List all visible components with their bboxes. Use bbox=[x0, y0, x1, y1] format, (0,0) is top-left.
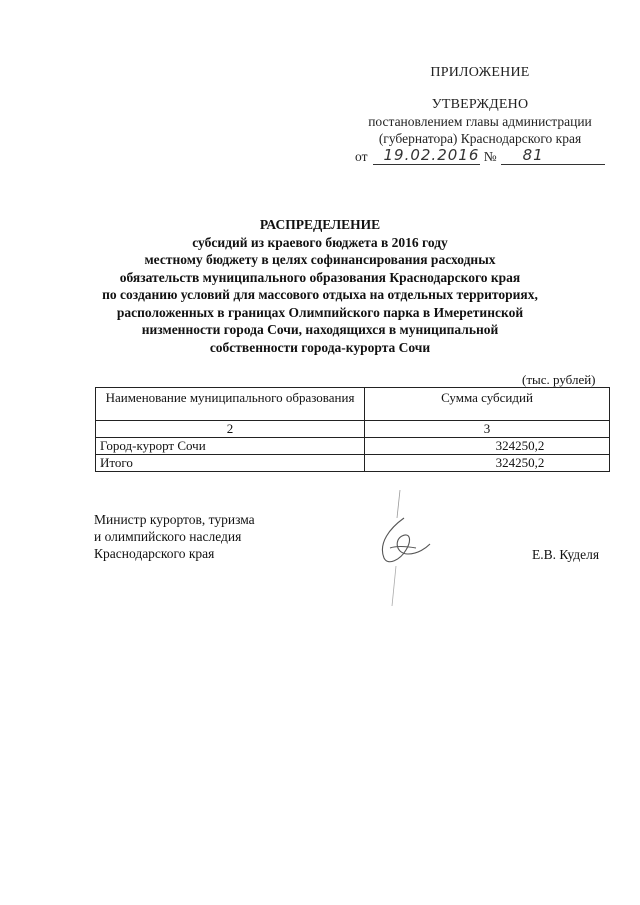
appendix-label: ПРИЛОЖЕНИЕ bbox=[430, 65, 530, 80]
table-row bbox=[96, 455, 610, 472]
approved-line-2: (губернатора) Краснодарского края bbox=[378, 131, 582, 146]
col1-number: 2 bbox=[96, 421, 365, 438]
title-main: РАСПРЕДЕЛЕНИЕ bbox=[259, 217, 381, 232]
title-line-5: расположенных в границах Олимпийского парка в Имеретинской bbox=[116, 304, 524, 320]
signatory-line-3: Краснодарского края bbox=[94, 546, 215, 561]
approved-label: УТВЕРЖДЕНО bbox=[431, 97, 529, 112]
units-label: (тыс. рублей) bbox=[522, 372, 596, 387]
table-row bbox=[96, 438, 610, 455]
col1-header: Наименование муниципального образования bbox=[96, 388, 365, 421]
row-name: Город-курорт Сочи bbox=[96, 438, 365, 455]
handwritten-number: 81 bbox=[522, 146, 544, 164]
row-amount: 324250,2 bbox=[365, 455, 610, 472]
number-field bbox=[501, 148, 605, 165]
approval-stamp bbox=[350, 96, 610, 147]
signatory-line-1: Министр курортов, туризма bbox=[94, 512, 255, 527]
handwritten-signature bbox=[360, 488, 440, 608]
signatory-title bbox=[94, 511, 255, 562]
signatory-name: Е.В. Куделя bbox=[532, 547, 600, 562]
signatory-line-2: и олимпийского наследия bbox=[94, 529, 242, 544]
row-amount: 324250,2 bbox=[365, 438, 610, 455]
title-line-4: по созданию условий для массового отдыха на отдельных территориях, bbox=[102, 287, 538, 302]
table-header-row bbox=[96, 388, 610, 421]
date-field bbox=[373, 148, 479, 165]
row-name: Итого bbox=[96, 455, 365, 472]
subsidy-table bbox=[95, 387, 610, 472]
number-prefix: № bbox=[483, 149, 497, 164]
col2-header: Сумма субсидий bbox=[365, 388, 610, 421]
col2-number: 3 bbox=[365, 421, 610, 438]
handwritten-date: 19.02.2016 bbox=[383, 146, 480, 164]
date-number-line bbox=[355, 148, 605, 165]
title-line-7: собственности города-курорта Сочи bbox=[209, 339, 431, 355]
approved-line-1: постановлением главы администрации bbox=[368, 114, 592, 129]
title-line-3: обязательств муниципального образования Краснодарского края bbox=[119, 269, 521, 285]
title-line-2: местному бюджету в целях софинансирования расходных bbox=[144, 252, 496, 267]
title-line-6: низменности города Сочи, находящихся в муниципальной bbox=[141, 322, 499, 337]
title-line-1: субсидий из краевого бюджета в 2016 году bbox=[192, 234, 448, 250]
table-number-row bbox=[96, 421, 610, 438]
date-prefix: от bbox=[355, 149, 368, 164]
document-title bbox=[60, 216, 580, 356]
